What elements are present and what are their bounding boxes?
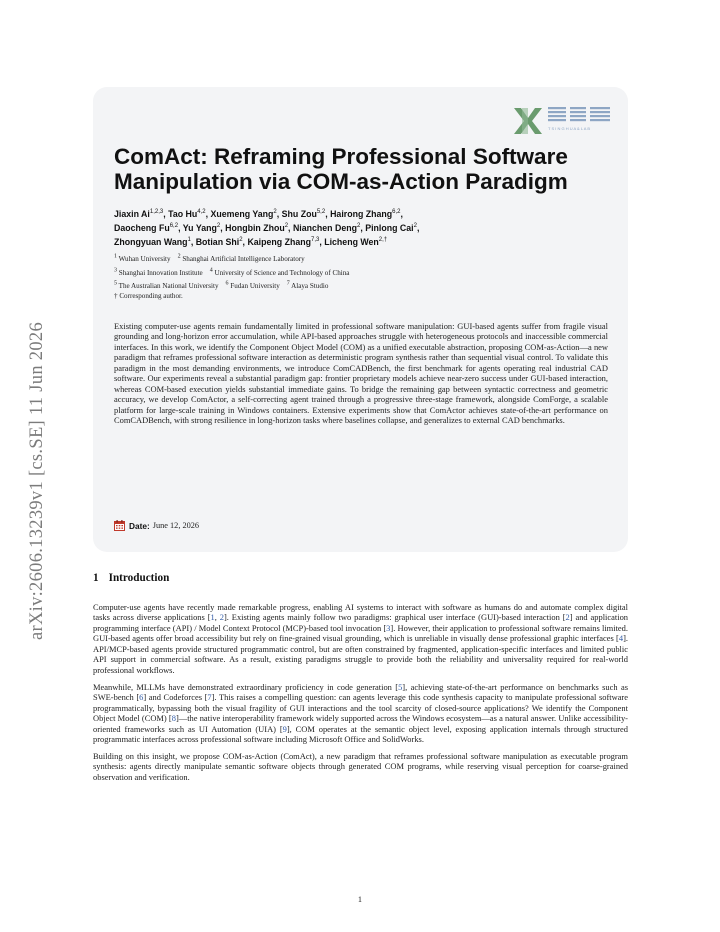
section-number: 1 <box>93 572 99 584</box>
introduction-body <box>93 602 628 788</box>
author-line: Zhongyuan Wang$^1$, Botian Shi$^2$, Kaipeng Zhang$^{7,3}$, Licheng Wen$^{2,\dagger}$ <box>114 237 388 248</box>
author-name: Jiaxin Ai <box>114 208 150 219</box>
author-affiliation-marker: 2 <box>356 223 361 230</box>
affiliation: $^4$ University of Science and Technology of China <box>209 267 350 277</box>
author-affiliation-marker: 2 <box>273 209 277 215</box>
author-affiliation-marker: 7,3 <box>310 237 320 244</box>
author-line: Daocheng Fu$^{6,2}$, Yu Yang$^2$, Hongbin Zhou$^2$, Nianchen Deng$^2$, Pinlong Cai$^2$, <box>114 223 420 234</box>
author-name: Shu Zou <box>281 208 317 219</box>
author-name: Yu Yang <box>182 223 217 234</box>
author-affiliation-marker: 1,2,3 <box>149 209 164 215</box>
citation-link[interactable]: 7 <box>207 692 212 703</box>
author-affiliation-marker: 1 <box>187 237 191 244</box>
citation-link[interactable]: 2 <box>219 612 224 623</box>
citation-link[interactable]: 8 <box>171 713 176 724</box>
body-paragraph: Meanwhile, MLLMs have demonstrated extraordinary proficiency in code generation [5], achieving state-of-the-art performance on benchmarks such as SWE-bench [6] and Codeforces [7]. This raises a compelling question: can agents leverage this code synthesis capacity to manipulate professional software programmatically, bypassing both the visual fragility of GUI interactions and the tool scarcity of closed-source applications? We identify the Component Object Model (COM) [8]—the native interoperability framework widely supported across the Windows ecosystem—as a natural answer. Unlike accessibility-oriented frameworks such as UI Automation (UIA) [9], COM operates at the semantic object level, exposing application internals through structured programmatic interfaces across professional software including Microsoft Office and SolidWorks. <box>93 681 628 744</box>
affiliation-list <box>114 252 614 292</box>
affiliation: $^1$ Wuhan University <box>114 254 171 264</box>
affiliation: $^3$ Shanghai Innovation Institute <box>114 267 203 277</box>
citation-link[interactable]: 5 <box>398 681 403 692</box>
page-number: 1 <box>357 895 363 904</box>
paper-title: ComAct: Reframing Professional Software Manipulation via COM-as-Action Paradigm <box>114 144 568 194</box>
author-name: Xuemeng Yang <box>210 208 274 219</box>
section-heading-introduction <box>93 572 169 584</box>
author-affiliation-marker: 6,2 <box>169 223 179 230</box>
author-affiliation-marker: 6,2 <box>392 209 401 215</box>
abstract-text: Existing computer-use agents remain fundamentally limited in professional software manipulation: GUI-based agents suffer from fragile visual grounding and long-horizon error accumulation, while API-based approaches struggle with heterogeneous protocols and inaccessible commercial interfaces. In this work, we identify the Component Object Model (COM) as a unified executable abstraction, proposing COM-as-Action—a new paradigm that reframes professional software interaction as deterministic program synthesis rather than sequential visual control. To validate this paradigm in the most demanding environments, we introduce ComCADBench, the first benchmark for agents operating real industrial CAD software. Our experiments reveal a substantial paradigm gap: frontier proprietary models achieve near-zero success under GUI-based interaction, whereas COM-based execution yields substantial immediate gains. To bridge the remaining gap between syntactic correctness and geometric accuracy, we develop ComActor, a self-correcting agent trained through a progressive three-stage framework, alongside ComForge, a scalable platform for large-scale training in Windows containers. Extensive experiments show that ComActor achieves state-of-the-art performance on ComCADBench, with strong resilience in long-horizon tasks where baselines collapse, and generalizes to external CAD benchmarks. <box>114 321 608 426</box>
citation-link[interactable]: 3 <box>386 622 391 633</box>
author-list <box>114 206 614 248</box>
calendar-icon <box>114 520 125 531</box>
author-name: Kaipeng Zhang <box>247 237 311 248</box>
author-affiliation-marker: 2 <box>216 223 221 230</box>
author-affiliation-marker: 4,2 <box>197 209 206 215</box>
arxiv-identifier: arXiv:2606.13239v1 [cs.SE] 11 Jun 2026 <box>27 322 47 640</box>
author-affiliation-marker: 2 <box>239 237 243 244</box>
date-label: Date: <box>129 520 150 531</box>
citation-link[interactable]: 9 <box>282 723 287 734</box>
institution-logo <box>512 104 614 138</box>
affiliation: $^2$ Shanghai Artificial Intelligence Laboratory <box>177 254 305 264</box>
body-paragraph: Building on this insight, we propose COM-as-Action (ComAct), a new paradigm that reframes professional software manipulation as executable program synthesis: agents directly manipulate semantic software objects through generated COM programs, while reserving visual perception for coarse-grained observation and verification. <box>93 750 628 782</box>
body-paragraph: Computer-use agents have recently made remarkable progress, enabling AI systems to interact with software as humans do and automate complex digital tasks across diverse applications [1, 2]. Existing agents mainly follow two paradigms: graphical user interface (GUI)-based interaction [2] and application programming interface (API) / Model Context Protocol (MCP)-based tool invocation [3]. However, their application to professional software remains limited. GUI-based agents offer broad accessibility but rely on fine-grained visual grounding, which is unreliable in visually dense professional graphic interfaces [4]. API/MCP-based agents provide structured programmatic control, but are often constrained by fragmented, application-specific interfaces and limited public API support in commercial software. As a result, existing paradigms struggle to provide both the reliability and universality required for real-world professional workflows. <box>93 602 629 675</box>
section-title: Introduction <box>108 572 170 584</box>
author-name: Hongbin Zhou <box>225 223 285 234</box>
author-name: Hairong Zhang <box>330 208 393 219</box>
author-affiliation-marker: 2 <box>413 223 417 230</box>
affiliation-line <box>114 265 614 278</box>
author-name: Nianchen Deng <box>292 223 357 234</box>
author-affiliation-marker: 2 <box>284 223 289 230</box>
citation-link[interactable]: 6 <box>139 692 144 703</box>
author-name: Licheng Wen <box>324 237 379 248</box>
author-name: Tao Hu <box>168 208 198 219</box>
date-line <box>114 520 199 531</box>
author-affiliation-marker: 5,2 <box>316 209 326 215</box>
citation-link[interactable]: 2 <box>565 612 570 623</box>
author-name: Zhongyuan Wang <box>114 237 188 248</box>
logo-text: T S I N G H U A & L A B <box>548 126 591 131</box>
date-value: June 12, 2026 <box>152 521 200 530</box>
citation-link[interactable]: 4 <box>618 633 624 644</box>
affiliation-line <box>114 252 614 265</box>
citation-link[interactable]: 1 <box>210 612 215 623</box>
affiliation-line <box>114 279 614 292</box>
affiliation: $^5$ The Australian National University <box>114 280 219 291</box>
corresponding-author-note: † Corresponding author. <box>114 292 183 300</box>
affiliation: $^7$ Alaya Studio <box>286 280 329 291</box>
affiliation: $^6$ Fudan University <box>225 280 280 291</box>
author-name: Botian Shi <box>195 237 240 248</box>
author-name: Pinlong Cai <box>365 223 414 234</box>
author-affiliation-marker: 2,† <box>378 237 388 244</box>
author-line: Jiaxin Ai$^{1,2,3}$, Tao Hu$^{4,2}$, Xuemeng Yang$^2$, Shu Zou$^{5,2}$, Hairong Zhang$^{6,2}$, <box>114 208 403 219</box>
author-name: Daocheng Fu <box>114 223 170 234</box>
